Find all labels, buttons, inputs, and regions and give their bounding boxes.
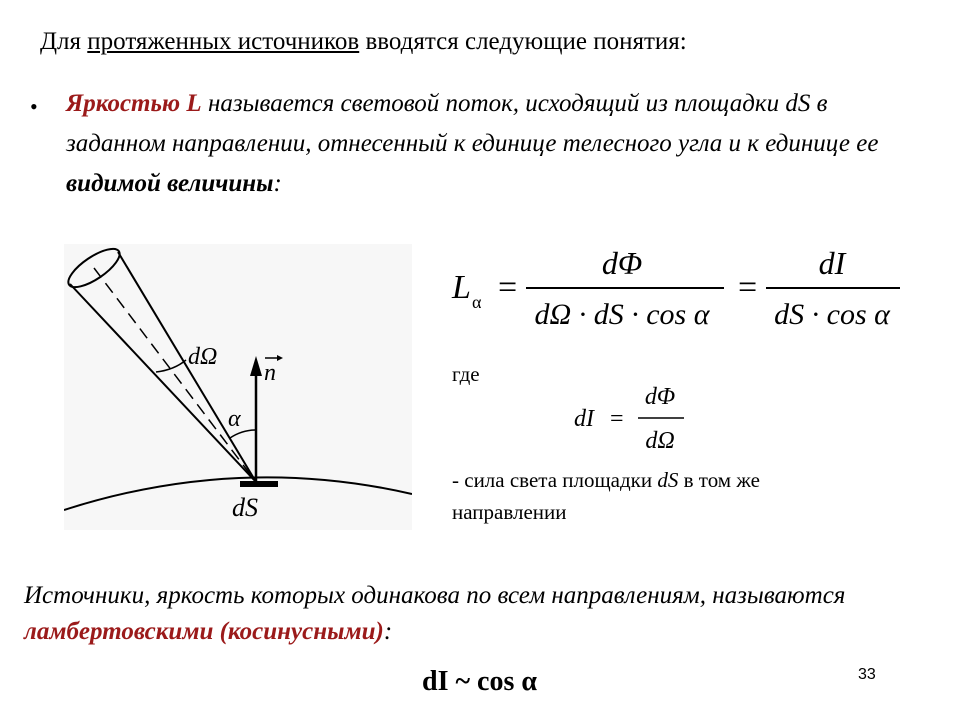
page-number: 33 [858, 666, 876, 683]
where-label: где [452, 362, 480, 386]
diagram-background [64, 244, 412, 530]
intensity-desc-before: - сила света площадки [452, 468, 658, 492]
frac2-denominator: dS · cos α [774, 298, 890, 331]
definition-term: Яркостью L [66, 90, 202, 117]
definition-text-2: : [273, 170, 282, 197]
intensity-lhs: dI [574, 406, 594, 432]
formula-lhs: L [452, 269, 471, 306]
brightness-definition [66, 84, 926, 204]
intro-underlined: протяженных источников [87, 28, 360, 55]
intensity-eq: = [610, 406, 624, 432]
lambert-term: ламбертовскими (косинусными) [24, 618, 384, 645]
definition-text-1: называется световой поток, исходящий из площадки dS в заданном направлении, отнесенный к единице телесного угла и к единице ее [66, 90, 879, 157]
intensity-denominator: dΩ [645, 428, 675, 454]
label-alpha: α [228, 406, 241, 432]
lambert-statement [24, 578, 934, 650]
frac2-numerator: dI [818, 245, 846, 281]
lambert-text: Источники, яркость которых одинакова по всем направлениям, называются [24, 582, 846, 609]
formula-eq-1: = [498, 269, 518, 306]
cone-diagram [64, 244, 412, 530]
intro-after: вводятся следующие понятия: [359, 28, 687, 55]
brightness-formula-svg [448, 238, 918, 338]
intensity-desc-after: в том же направлении [452, 468, 760, 524]
intro-before: Для [40, 28, 88, 55]
intensity-formula-svg [574, 376, 694, 462]
formula-eq-2: = [738, 269, 758, 306]
intensity-desc-var: dS [657, 468, 679, 492]
label-dOmega: dΩ [188, 344, 218, 370]
bullet-marker: • [30, 94, 38, 119]
frac1-numerator: dΦ [601, 245, 643, 281]
lambert-formula: dI ~ cos α [422, 666, 537, 697]
lambert-colon: : [383, 618, 393, 645]
intensity-description [452, 464, 872, 528]
label-n: n [264, 360, 276, 386]
intensity-formula [574, 376, 694, 462]
definition-bold: видимой величины [66, 170, 274, 197]
intro-line [40, 28, 687, 56]
formula-lhs-sub: α [472, 292, 482, 312]
label-dS: dS [232, 493, 258, 522]
intensity-numerator: dΦ [644, 384, 676, 410]
brightness-formula [448, 238, 918, 338]
frac1-denominator: dΩ · dS · cos α [534, 298, 710, 331]
cone-diagram-svg [64, 244, 412, 530]
